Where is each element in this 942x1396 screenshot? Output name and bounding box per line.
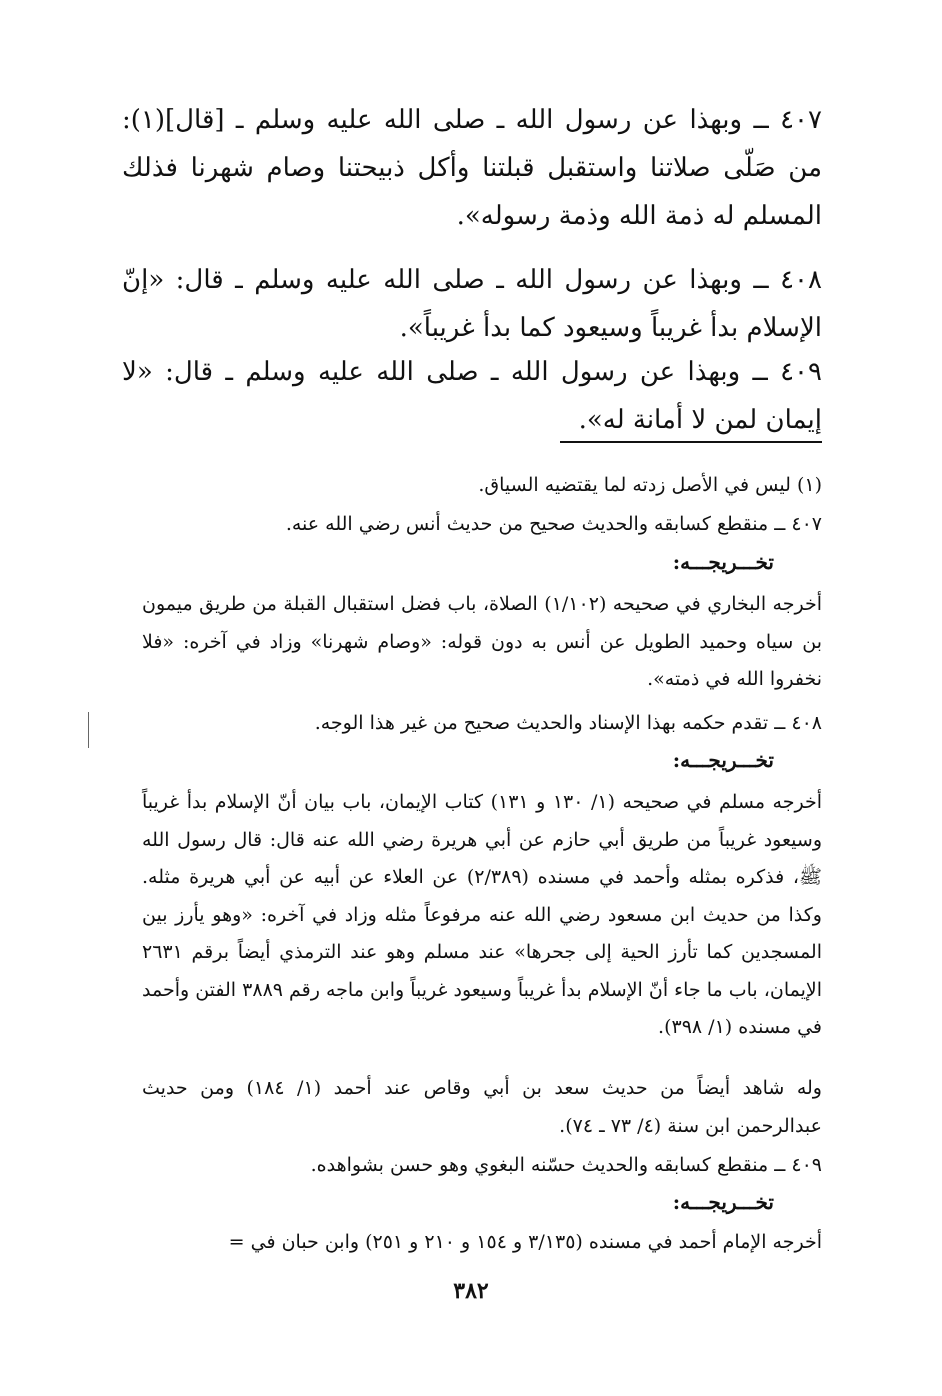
footnote-408-body: أخرجه مسلم في صحيحه (١/ ١٣٠ و ١٣١) كتاب الإيمان، باب بيان أنّ الإسلام بدأ غريباً وسيعود غريباً من طريق أبي حازم عن أبي هريرة رضي الله عنه قال: قال رسول الله ﷺ، فذكره بمثله وأحمد في مسنده (٢/٣٨٩) عن العلاء عن أبيه عن أبي هريرة مثله. وكذا من حديث ابن مسعود رضي الله عنه مرفوعاً مثله وزاد في آخره: «وهو يأرز بين المسجدين كما تأرز الحية إلى جحرها» عند مسلم وهو عند الترمذي أيضاً برقم ٢٦٣١ الإيمان، باب ما جاء أنّ الإسلام بدأ غريباً وسيعود غريباً وابن ماجه رقم ٣٨٨٩ الفتن وأحمد في مسنده (١/ ٣٩٨). [142,791,822,1038]
takhrij-heading-409: تخـــريجـــه: [672,1190,774,1214]
footnote-1: (١) ليس في الأصل زدته لما يقتضيه السياق. [478,474,822,496]
footnote-409-head: ٤٠٩ ــ منقطع كسابقه والحديث حسّنه البغوي وهو حسن بشواهده. [310,1154,822,1176]
hadith-408: ٤٠٨ ــ وبهذا عن رسول الله ـ صلى الله عليه وسلم ـ قال: «إنّ الإسلام بدأ غريباً وسيعود كما بدأ غريباً». [122,265,822,343]
margin-mark [88,712,89,748]
footnote-408-body-2: وله شاهد أيضاً من حديث سعد بن أبي وقاص عند أحمد (١/ ١٨٤) ومن حديث عبدالرحمن ابن سنة (٤/ ٧٣ ـ ٧٤). [142,1077,822,1137]
footnote-409-body: أخرجه الإمام أحمد في مسنده (٣/١٣٥ و ١٥٤ و ٢١٠ و ٢٥١) وابن حبان في = [228,1231,822,1253]
hadith-407: ٤٠٧ ــ وبهذا عن رسول الله ـ صلى الله عليه وسلم ـ [قال](١): من صَلّى صلاتنا واستقبل قبلتنا وأكل ذبيحتنا وصام شهرنا فذلك المسلم له ذمة الله وذمة رسوله». [122,105,822,231]
takhrij-heading-407: تخـــريجـــه: [672,550,774,574]
page-number: ٣٨٢ [453,1278,489,1304]
footnote-407-head: ٤٠٧ ــ منقطع كسابقه والحديث صحيح من حديث أنس رضي الله عنه. [285,513,822,535]
footnote-408-head: ٤٠٨ ــ تقدم حكمه بهذا الإسناد والحديث صحيح من غير هذا الوجه. [314,712,822,734]
footnote-separator [560,441,822,443]
hadith-409: ٤٠٩ ــ وبهذا عن رسول الله ـ صلى الله عليه وسلم ـ قال: «لا إيمان لمن لا أمانة له». [122,357,822,435]
takhrij-heading-408: تخـــريجـــه: [672,748,774,772]
footnote-407-body: أخرجه البخاري في صحيحه (١/١٠٢) الصلاة، باب فضل استقبال القبلة من طريق ميمون بن سياه وحميد الطويل عن أنس به دون قوله: «وصام شهرنا» وزاد في آخره: «فلا نخفروا الله في ذمته». [142,593,822,690]
